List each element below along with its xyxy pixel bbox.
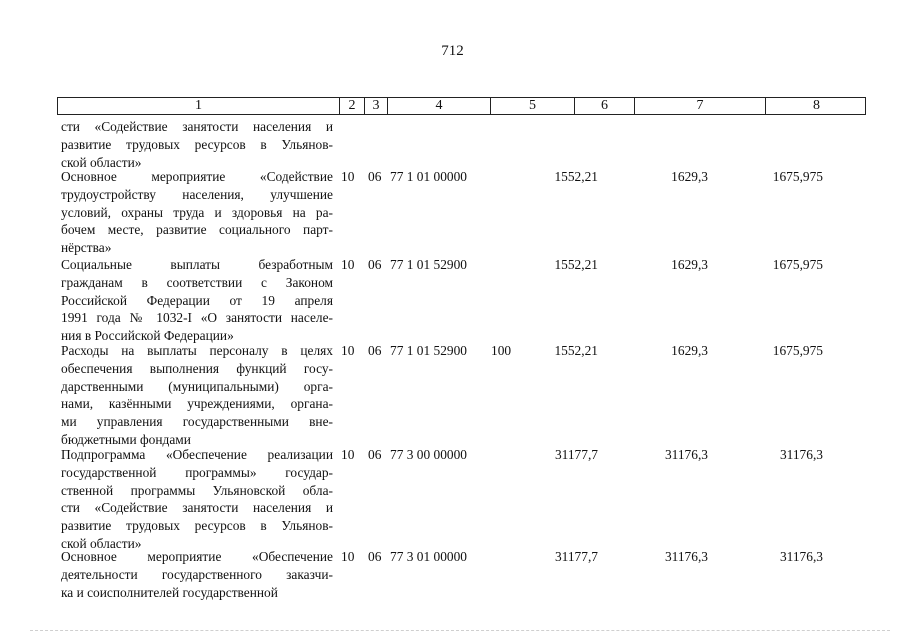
description-line: ской области» [61,535,142,551]
description-line: государственной программы» государ- [61,464,333,480]
header-col-6: 6 [574,98,634,114]
cell-col-2: 10 [341,169,355,184]
cell-col-8: 31176,3 [779,549,823,564]
page-number: 712 [441,43,464,59]
row-description [61,342,333,449]
description-line: Подпрограмма «Обеспечение реализации [61,447,333,462]
row-description [61,168,333,257]
cell-col-7: 1629,3 [671,343,708,358]
description-line: условий, охраны труда и здоровья на ра- [61,204,333,220]
cell-col-3: 06 [368,549,382,564]
header-col-1: 1 [195,98,202,113]
cell-col-4: 77 1 01 52900 [390,343,467,358]
cell-col-3: 06 [368,169,382,184]
cell-col-7: 1629,3 [671,257,708,272]
description-line: обеспечения выполнения функций госу- [61,360,333,376]
cell-col-2: 10 [341,447,355,462]
description-line: ка и соисполнителей государственной [61,584,278,600]
description-line: дарственными (муниципальными) орга- [61,378,333,394]
cell-col-6: 31177,7 [554,447,598,462]
cell-col-7: 31176,3 [664,447,708,462]
description-line: ния в Российской Федерации» [61,328,234,344]
description-line: сти «Содействие занятости населения и [61,500,333,516]
header-col-8: 8 [765,98,867,114]
description-line: развитие трудовых ресурсов в Ульянов- [61,136,333,152]
description-line: 1991 года № 1032-I «О занятости населе- [61,310,333,326]
cell-col-2: 10 [341,549,355,564]
header-col-4: 4 [387,98,490,114]
header-col-2: 2 [339,98,364,114]
description-line: Основное мероприятие «Обеспечение [61,549,333,564]
cell-col-8: 1675,975 [772,257,823,272]
header-col-7: 7 [634,98,765,114]
description-line: нёрства» [61,240,112,256]
cell-col-6: 31177,7 [554,549,598,564]
cell-col-6: 1552,21 [554,257,598,272]
cell-col-4: 77 3 00 00000 [390,447,467,462]
description-line: ми управления государственными вне- [61,414,333,430]
description-line: деятельности государственного заказчи- [61,566,333,582]
cell-col-3: 06 [368,343,382,358]
cell-col-7: 1629,3 [671,169,708,184]
description-line: бочем месте, развитие социального парт- [61,222,333,238]
description-line: ской области» [61,154,142,170]
description-line: трудоустройству населения, улучшение [61,186,333,202]
cell-col-2: 10 [341,343,355,358]
cell-col-6: 1552,21 [554,169,598,184]
cell-col-8: 1675,975 [772,169,823,184]
header-col-5: 5 [490,98,574,114]
cell-col-5: 100 [491,343,512,358]
row-description [61,118,333,171]
description-line: бюджетными фондами [61,431,191,447]
description-line: гражданам в соответствии с Законом [61,274,333,290]
cell-col-4: 77 1 01 00000 [390,169,467,184]
cell-col-6: 1552,21 [554,343,598,358]
cell-col-8: 31176,3 [779,447,823,462]
cell-col-3: 06 [368,257,382,272]
cell-col-3: 06 [368,447,382,462]
description-line: Социальные выплаты безработным [61,257,333,272]
cell-col-4: 77 3 01 00000 [390,549,467,564]
scan-border-line [30,630,890,632]
table-header [57,97,866,115]
description-line: Основное мероприятие «Содействие [61,169,333,184]
description-line: сти «Содействие занятости населения и [61,119,333,134]
description-line: ственной программы Ульяновской обла- [61,482,333,498]
description-line: нами, казёнными учреждениями, органа- [61,396,333,412]
description-line: Российской Федерации от 19 апреля [61,292,333,308]
description-line: Расходы на выплаты персоналу в целях [61,343,333,358]
cell-col-7: 31176,3 [664,549,708,564]
description-line: развитие трудовых ресурсов в Ульянов- [61,518,333,534]
row-description [61,548,333,601]
cell-col-4: 77 1 01 52900 [390,257,467,272]
header-col-3: 3 [364,98,387,114]
cell-col-2: 10 [341,257,355,272]
row-description [61,446,333,553]
row-description [61,256,333,345]
cell-col-8: 1675,975 [772,343,823,358]
